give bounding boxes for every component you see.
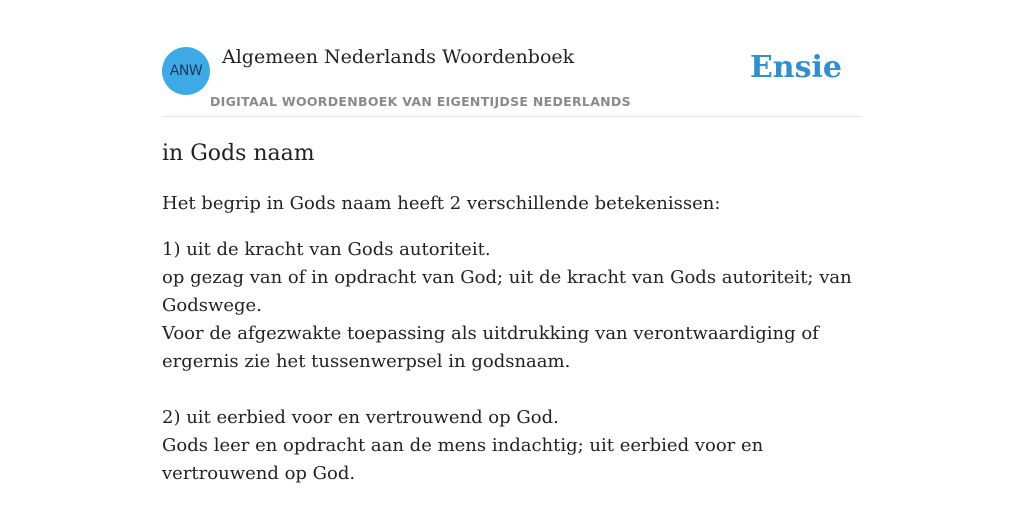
meaning-2 [162, 404, 862, 488]
anw-logo[interactable]: ANW [162, 47, 210, 95]
dictionary-subtitle: DIGITAAL WOORDENBOEK VAN EIGENTIJDSE NEDERLANDS [210, 94, 631, 109]
meaning-heading: 1) uit de kracht van Gods autoriteit. [162, 239, 491, 260]
entry-intro: Het begrip in Gods naam heeft 2 verschillende betekenissen: [162, 193, 721, 214]
meaning-heading: 2) uit eerbied voor en vertrouwend op God. [162, 407, 559, 428]
entry-term: in Gods naam [162, 141, 315, 166]
meaning-definition: op gezag van of in opdracht van God; uit de kracht van Gods autoriteit; van Godswege. [162, 267, 852, 316]
meaning-1 [162, 236, 862, 376]
site-header [162, 40, 862, 117]
entry-content [162, 138, 862, 488]
ensie-logo[interactable]: Ensie [749, 50, 842, 85]
dictionary-title[interactable]: Algemeen Nederlands Woordenboek [222, 46, 575, 68]
meaning-note: Voor de afgezwakte toepassing als uitdrukking van verontwaardiging of ergernis zie het tussenwerpsel in godsnaam. [162, 323, 819, 372]
meaning-definition: Gods leer en opdracht aan de mens indachtig; uit eerbied voor en vertrouwend op God. [162, 435, 764, 484]
